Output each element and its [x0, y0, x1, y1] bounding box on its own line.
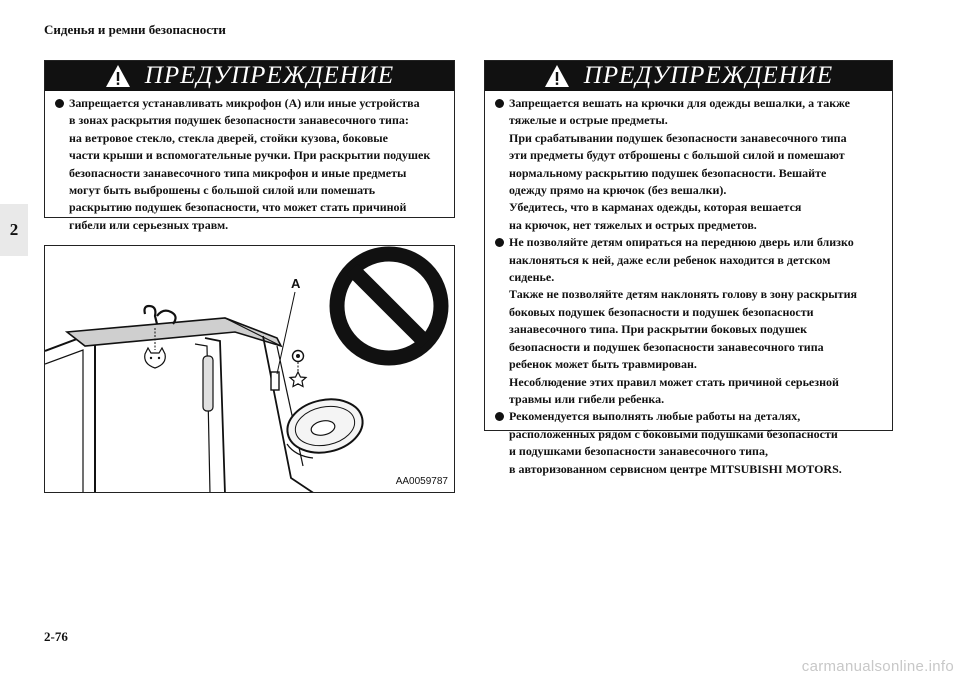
bullet-icon: [495, 99, 504, 108]
label-a: A: [291, 276, 301, 291]
left-warning-body: [45, 91, 454, 238]
text-line: эти предметы будут отброшены с большой силой и помешают: [509, 148, 845, 163]
illustration-code: AA0059787: [395, 476, 448, 487]
text-line: раскрытию подушек безопасности, что может стать причиной: [69, 200, 407, 215]
section-title: Сиденья и ремни безопасности: [44, 22, 226, 37]
text-line: наклоняться к ней, даже если ребенок находится в детском: [509, 252, 831, 267]
warning-text: [69, 95, 446, 234]
text-line: При срабатывании подушек безопасности занавесочного типа: [509, 130, 847, 145]
list-item: [55, 95, 446, 234]
text-line: безопасности занавесочного типа микрофон и иные предметы: [69, 165, 407, 180]
text-line: на крючок, нет тяжелых и острых предметов.: [509, 217, 757, 232]
text-line: занавесочного типа. При раскрытии боковых подушек: [509, 322, 808, 337]
text-line: Не позволяйте детям опираться на переднюю дверь или близко: [509, 235, 854, 250]
microphone-icon: [290, 351, 306, 387]
left-warning-box: [44, 60, 455, 232]
warning-triangle-icon: [105, 64, 131, 88]
text-line: Рекомендуется выполнять любые работы на деталях,: [509, 409, 801, 424]
warning-text: [509, 234, 884, 408]
right-warning-box: [484, 60, 893, 476]
right-warning-header: [485, 61, 892, 91]
left-warning-heading: ПРЕДУПРЕЖДЕНИЕ: [144, 62, 395, 89]
text-line: могут быть выброшены с большой силой или помешать: [69, 183, 376, 198]
page-number: 2-76: [44, 629, 68, 644]
steering-wheel-icon: [282, 393, 367, 460]
text-line: Запрещается вешать на крючки для одежды вешалки, а также: [509, 96, 850, 110]
warning-text: [509, 408, 884, 478]
bullet-icon: [495, 238, 504, 247]
text-line: одежду прямо на крючок (без вешалки).: [509, 183, 727, 198]
bullet-icon: [495, 412, 504, 421]
text-line: Запрещается устанавливать микрофон (A) или иные устройства: [69, 96, 420, 110]
left-warning-header: [45, 61, 454, 91]
list-item: [495, 408, 884, 478]
text-line: и подушками безопасности занавесочного типа,: [509, 444, 768, 459]
warning-text: [509, 95, 884, 234]
illustration: [44, 245, 455, 493]
text-line: боковых подушек безопасности и подушек безопасности: [509, 304, 814, 319]
list-item: [495, 234, 884, 408]
text-line: части крыши и вспомогательные ручки. При раскрытии подушек: [69, 148, 431, 163]
text-line: Несоблюдение этих правил может стать причиной серьезной: [509, 374, 839, 389]
illustration-drawing: [45, 246, 455, 493]
text-line: на ветровое стекло, стекла дверей, стойки кузова, боковые: [69, 130, 388, 145]
text-line: в авторизованном сервисном центре MITSUBISHI MOTORS.: [509, 461, 842, 476]
list-item: [495, 95, 884, 234]
right-warning-heading: ПРЕДУПРЕЖДЕНИЕ: [583, 62, 834, 89]
prohibition-icon: [337, 254, 441, 358]
text-line: расположенных рядом с боковыми подушками безопасности: [509, 426, 838, 441]
text-line: ребенок может быть травмирован.: [509, 357, 697, 372]
text-line: нормальному раскрытию подушек безопасности. Вешайте: [509, 165, 827, 180]
bullet-icon: [55, 99, 64, 108]
watermark: carmanualsonline.info: [801, 658, 954, 675]
right-warning-body: [485, 91, 892, 482]
text-line: Также не позволяйте детям наклонять голову в зону раскрытия: [509, 287, 857, 302]
warning-triangle-icon: [544, 64, 570, 88]
text-line: гибели или серьезных травм.: [69, 217, 229, 232]
text-line: безопасности и подушек безопасности занавесочного типа: [509, 339, 824, 354]
text-line: в зонах раскрытия подушек безопасности занавесочного типа:: [69, 113, 409, 128]
text-line: Убедитесь, что в карманах одежды, которая вешается: [509, 200, 802, 215]
text-line: травмы или гибели ребенка.: [509, 391, 665, 406]
chapter-tab: 2: [0, 204, 28, 256]
text-line: тяжелые и острые предметы.: [509, 113, 668, 128]
text-line: сиденье.: [509, 270, 555, 285]
